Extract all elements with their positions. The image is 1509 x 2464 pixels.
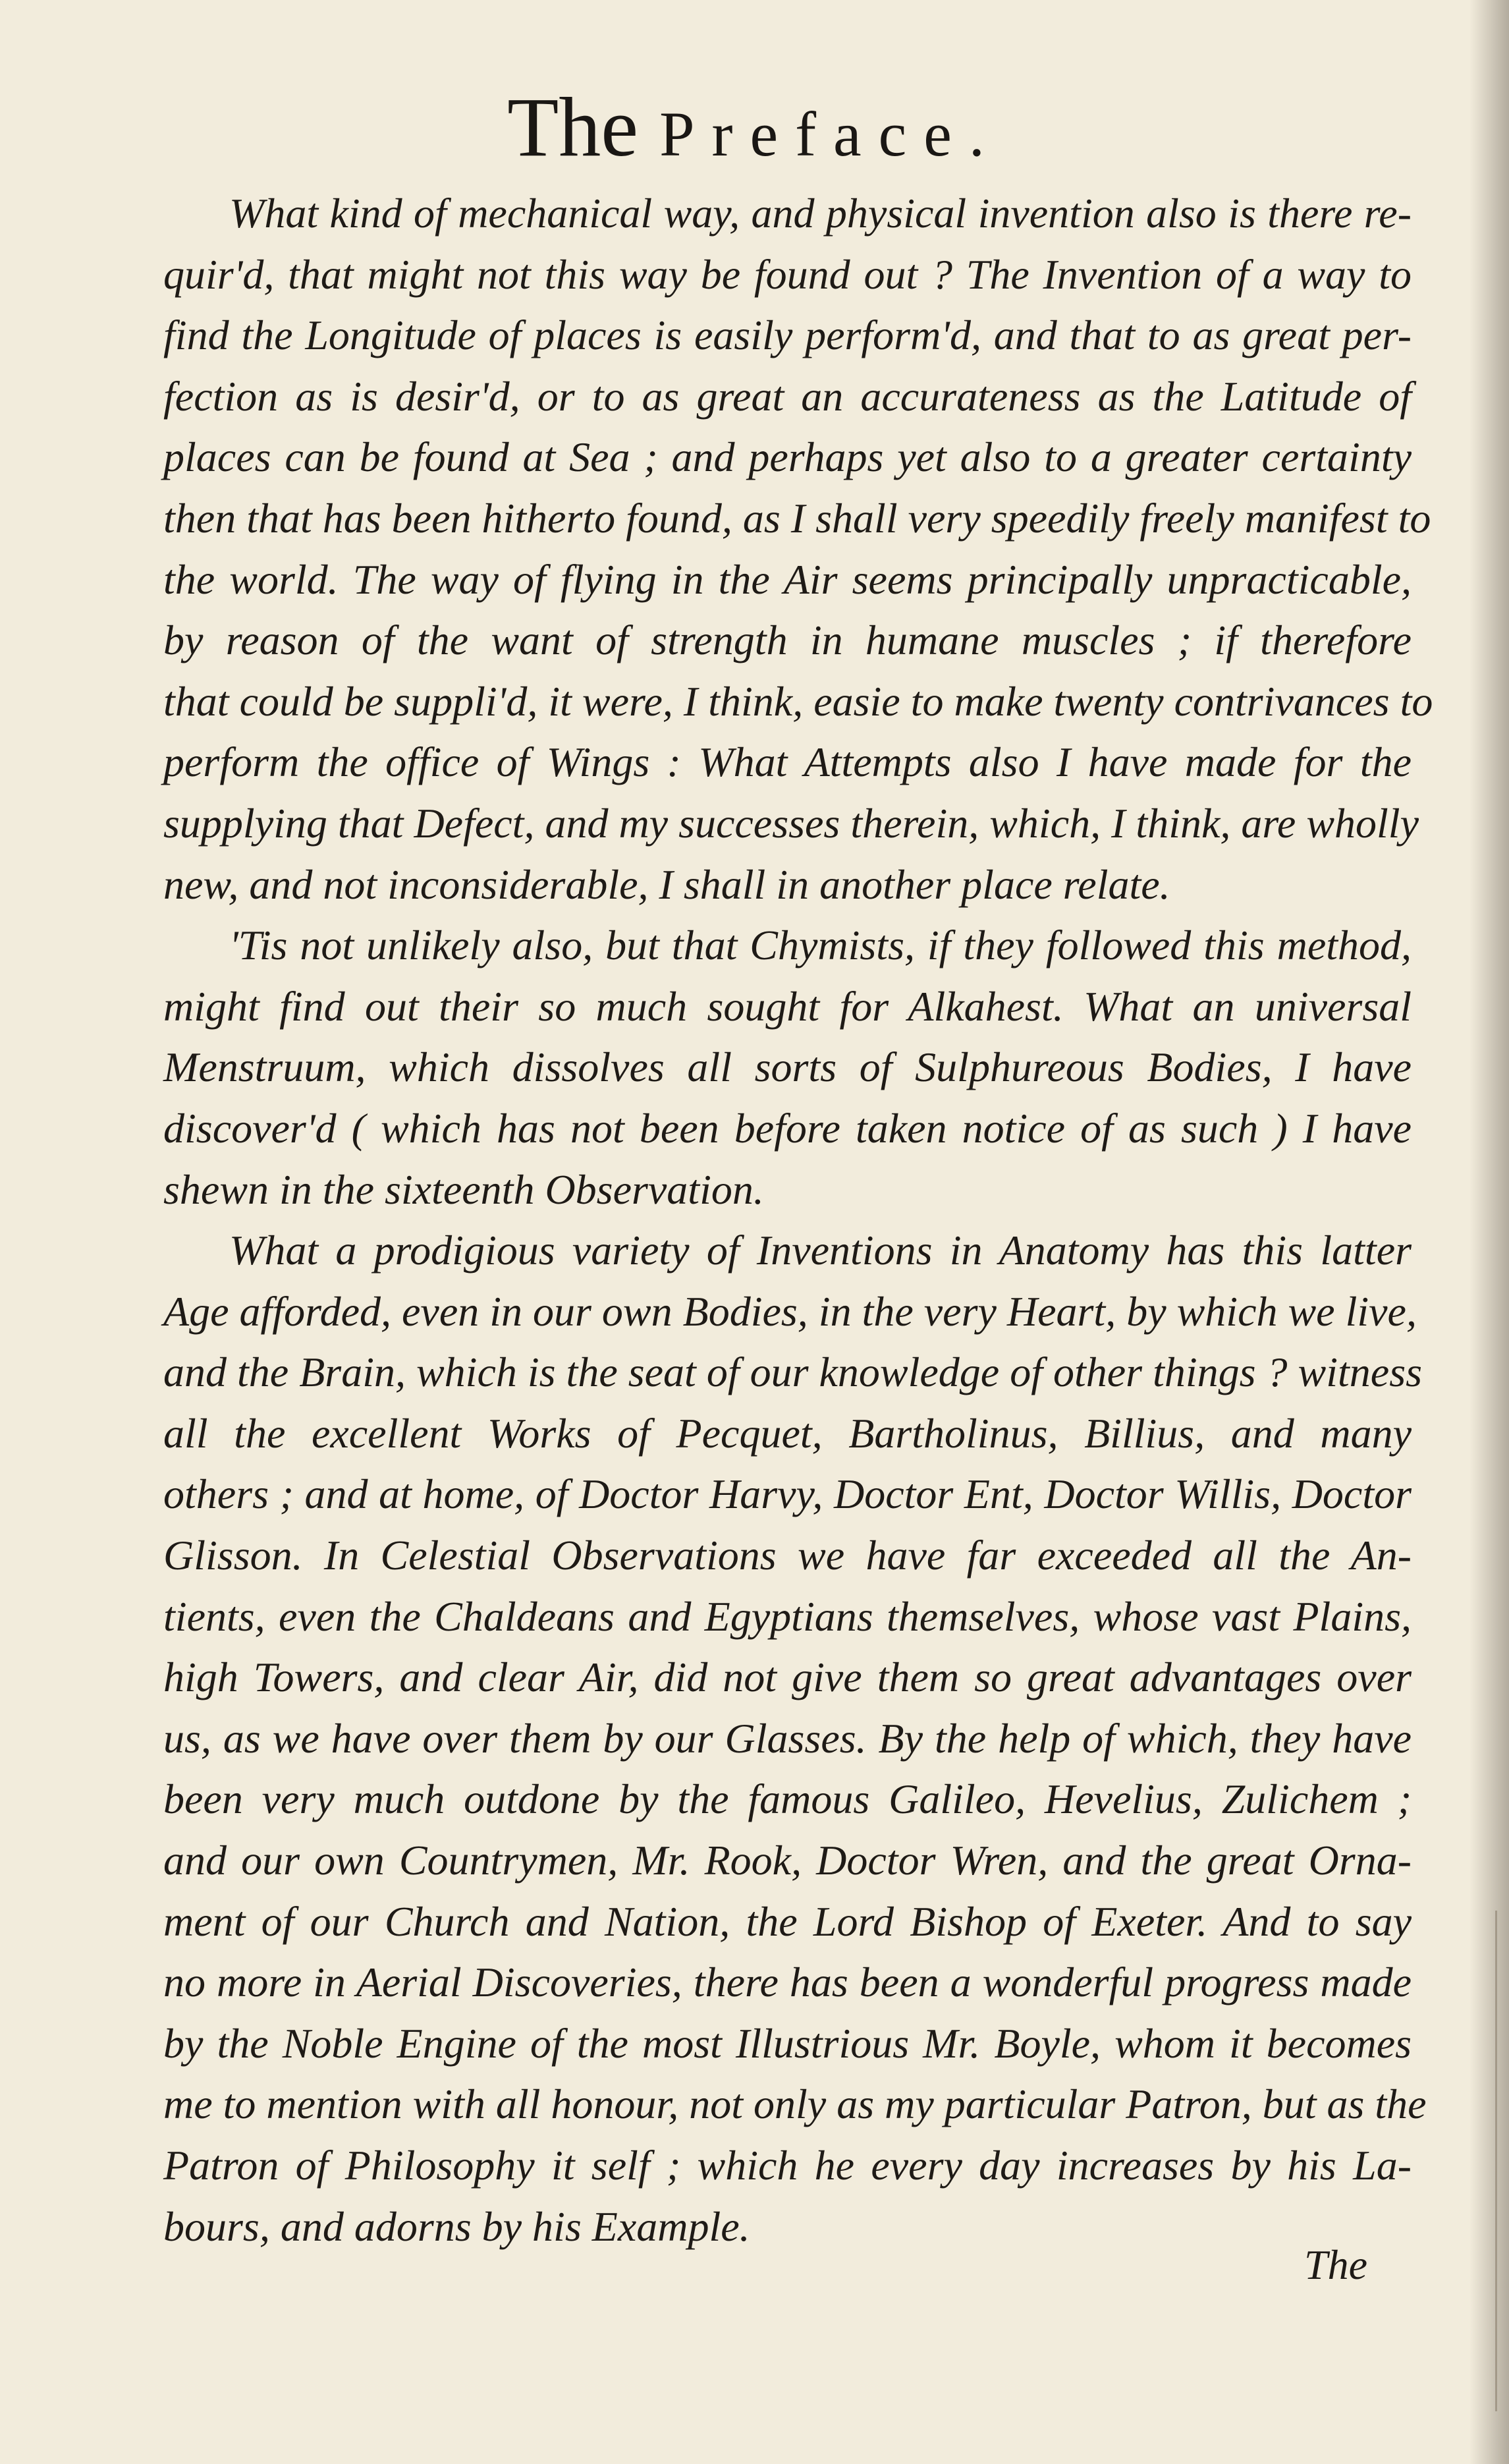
text-line: bours, and adorns by his Example. — [163, 2202, 750, 2250]
text-line: been very much outdone by the famous Galileo, Hevelius, Zulichem ; — [163, 1776, 1412, 1823]
text-line: tients, even the Chaldeans and Egyptians themselves, whose vast Plains, — [163, 1592, 1412, 1640]
text-line: fection as is desir'd, or to as great an accurateness as the Latitude of — [163, 372, 1412, 420]
text-line: us, as we have over them by our Glasses. By the help of which, they have — [163, 1714, 1412, 1762]
text-line: quir'd, that might not this way be found out ? The Invention of a way to — [163, 250, 1412, 298]
text-line: perform the office of Wings : What Attempts also I have made for the — [163, 739, 1412, 786]
header-word: The — [507, 80, 639, 174]
text-line: by the Noble Engine of the most Illustrious Mr. Boyle, whom it becomes — [163, 2019, 1412, 2067]
text-line: discover'd ( which has not been before taken notice of as such ) I have — [163, 1104, 1412, 1152]
text-line: high Towers, and clear Air, did not give them so great advantages over — [163, 1654, 1412, 1701]
text-line: by reason of the want of strength in humane muscles ; if therefore — [163, 617, 1412, 664]
text-line: the world. The way of flying in the Air seems principally unpracticable, — [163, 555, 1412, 603]
page-gutter-shadow — [1469, 0, 1509, 2464]
text-line: supplying that Defect, and my successes therein, which, I think, are wholly — [163, 799, 1419, 847]
catchword: The — [1304, 2241, 1367, 2288]
text-line: places can be found at Sea ; and perhaps yet also to a greater certainty — [163, 434, 1412, 481]
text-line: What kind of mechanical way, and physical invention also is there re- — [229, 190, 1412, 237]
text-line: 'Tis not unlikely also, but that Chymists, if they followed this method, — [229, 922, 1412, 969]
text-line: that could be suppli'd, it were, I think, easie to make twenty contrivances to — [163, 677, 1433, 725]
text-line: find the Longitude of places is easily perform'd, and that to as great per- — [163, 312, 1412, 359]
text-line: might find out their so much sought for Alkahest. What an universal — [163, 982, 1412, 1030]
header-caps: Preface. — [659, 99, 1002, 169]
running-header — [0, 78, 1509, 177]
text-line: What a prodigious variety of Inventions in Anatomy has this latter — [229, 1227, 1412, 1274]
body-text — [163, 183, 1433, 2257]
text-line: others ; and at home, of Doctor Harvy, Doctor Ent, Doctor Willis, Doctor — [163, 1470, 1412, 1518]
text-line: and the Brain, which is the seat of our knowledge of other things ? witness — [163, 1349, 1422, 1396]
text-line: Glisson. In Celestial Observations we have far exceeded all the An- — [163, 1532, 1412, 1579]
text-line: new, and not inconsiderable, I shall in another place relate. — [163, 860, 1170, 908]
text-line: me to mention with all honour, not only as my particular Patron, but as the — [163, 2081, 1427, 2128]
text-line: then that has been hitherto found, as I shall very speedily freely manifest to — [163, 494, 1431, 542]
text-line: and our own Countrymen, Mr. Rook, Doctor Wren, and the great Orna- — [163, 1837, 1412, 1884]
text-line: Age afforded, even in our own Bodies, in the very Heart, by which we live, — [163, 1287, 1417, 1335]
text-line: shewn in the sixteenth Observation. — [163, 1165, 764, 1213]
text-line: all the excellent Works of Pecquet, Bartholinus, Billius, and many — [163, 1409, 1412, 1457]
page-edge — [1495, 1911, 1497, 2411]
text-line: Menstruum, which dissolves all sorts of Sulphureous Bodies, I have — [163, 1044, 1412, 1091]
text-line: Patron of Philosophy it self ; which he every day increases by his La- — [163, 2142, 1412, 2189]
text-line: ment of our Church and Nation, the Lord Bishop of Exeter. And to say — [163, 1897, 1412, 1945]
text-line: no more in Aerial Discoveries, there has been a wonderful progress made — [163, 1959, 1412, 2006]
